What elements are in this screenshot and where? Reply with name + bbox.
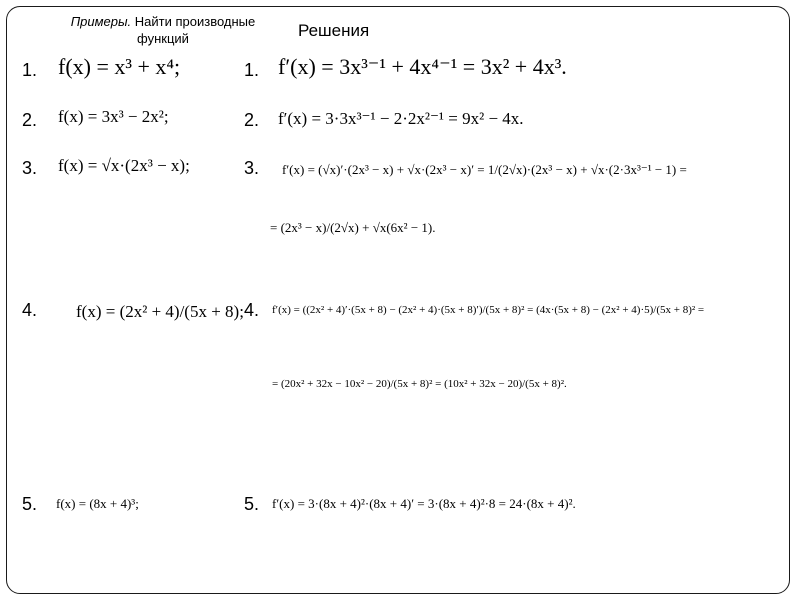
task-formula-4: f(x) = (2x² + 4)/(5x + 8); — [76, 302, 244, 321]
task-formula-2: f(x) = 3x³ − 2x²; — [58, 107, 169, 126]
task-number-5: 5. — [22, 494, 38, 514]
solution-number-2: 2. — [244, 110, 260, 130]
solutions-header: Решения — [298, 21, 370, 40]
task-formula-3: f(x) = √x·(2x³ − x); — [58, 156, 190, 175]
solution-formula-5: f′(x) = 3·(8x + 4)²·(8x + 4)′ = 3·(8x + 4)²·8 = 24·(8x + 4)². — [272, 496, 576, 511]
solution-number-3: 3. — [244, 158, 260, 178]
examples-header-italic: Примеры. — [70, 14, 132, 29]
examples-header-rest: Найти производные функций — [131, 14, 256, 46]
solution-continuation-3: = (2x³ − x)/(2√x) + √x(6x² − 1). — [270, 220, 436, 235]
task-number-2: 2. — [22, 110, 38, 130]
examples-header — [63, 13, 263, 47]
solution-formula-4: f′(x) = ((2x² + 4)′·(5x + 8) − (2x² + 4)·(5x + 8)′)/(5x + 8)² = (4x·(5x + 8) − (2x² + 4)·5)/(5x + 8)² = — [272, 304, 705, 316]
solution-number-1: 1. — [244, 60, 260, 80]
task-formula-5: f(x) = (8x + 4)³; — [56, 496, 139, 511]
task-formula-1: f(x) = x³ + x⁴; — [58, 54, 181, 79]
solution-continuation-4: = (20x² + 32x − 10x² − 20)/(5x + 8)² = (10x² + 32x − 20)/(5x + 8)². — [272, 378, 567, 390]
solution-formula-1: f′(x) = 3x³⁻¹ + 4x⁴⁻¹ = 3x² + 4x³. — [278, 54, 567, 79]
task-number-3: 3. — [22, 158, 38, 178]
task-number-4: 4. — [22, 300, 38, 320]
solution-number-4: 4. — [244, 300, 260, 320]
solution-formula-3: f′(x) = (√x)′·(2x³ − x) + √x·(2x³ − x)′ = 1/(2√x)·(2x³ − x) + √x·(2·3x³⁻¹ − 1) = — [282, 162, 687, 177]
solution-formula-2: f′(x) = 3·3x³⁻¹ − 2·2x²⁻¹ = 9x² − 4x. — [278, 109, 524, 128]
task-number-1: 1. — [22, 60, 38, 80]
solution-number-5: 5. — [244, 494, 260, 514]
